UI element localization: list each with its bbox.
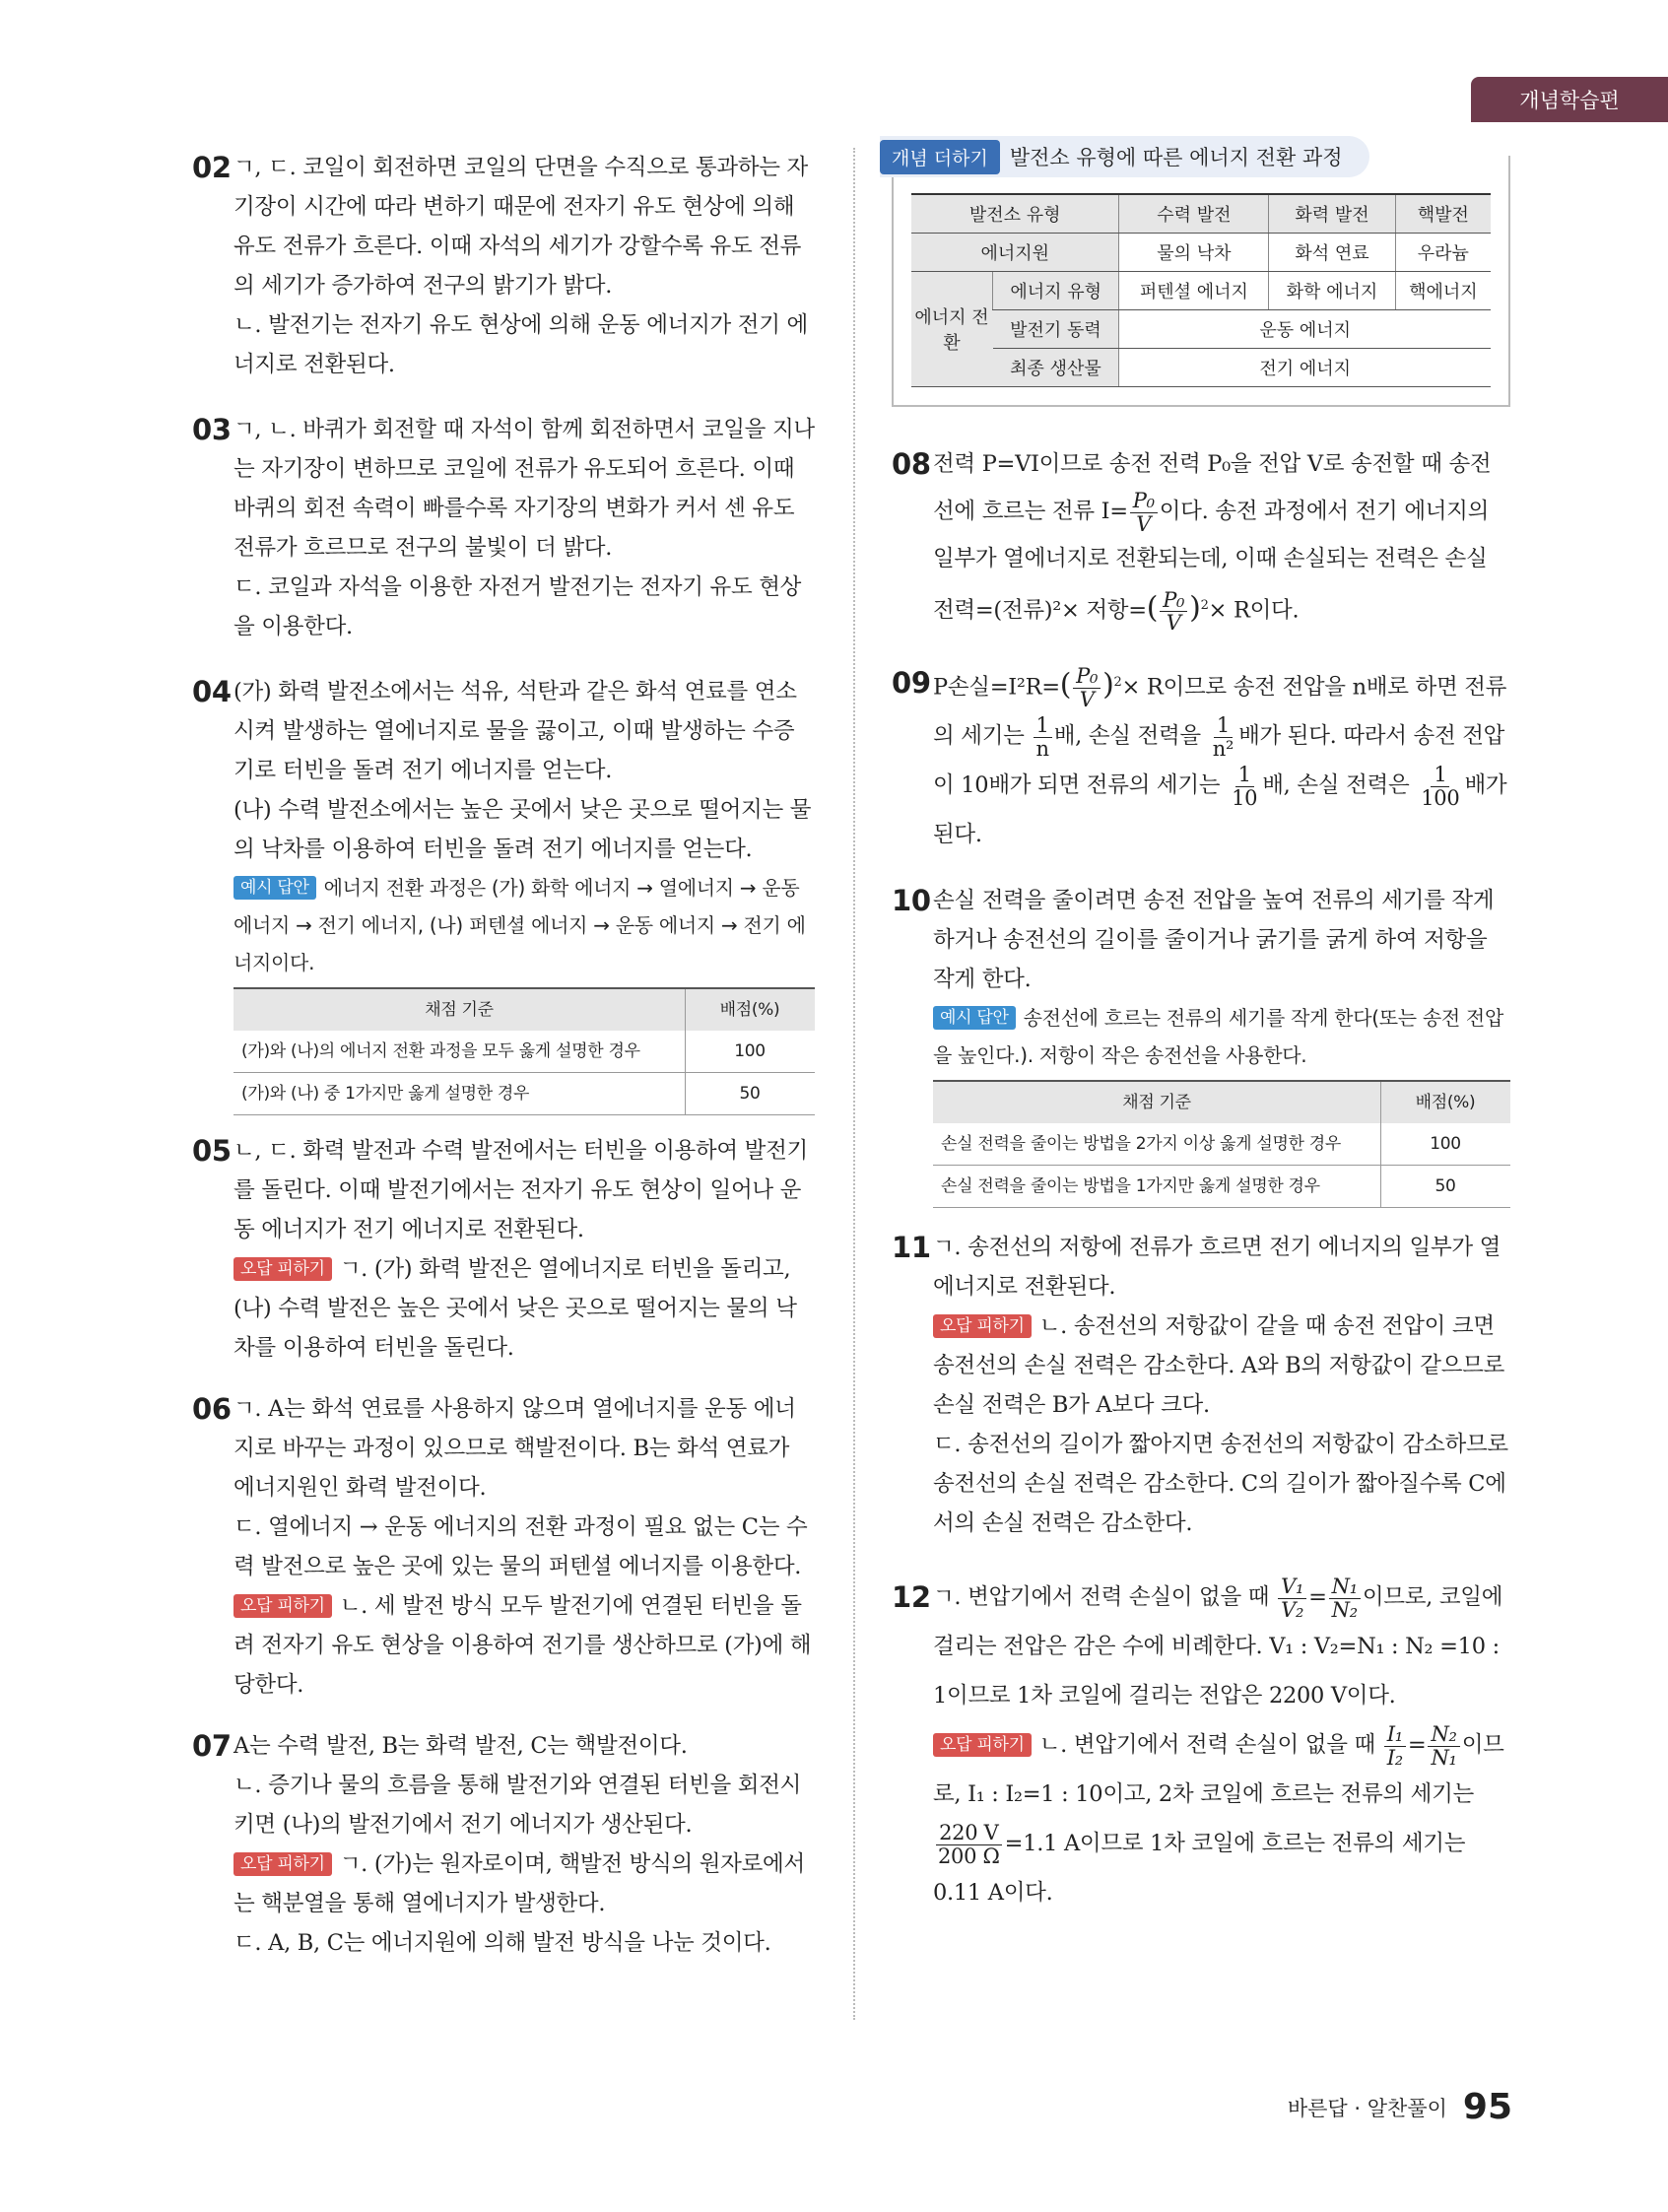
question-number: 07 bbox=[192, 1729, 232, 1763]
scoring-table bbox=[234, 987, 815, 1115]
right-column bbox=[892, 148, 1510, 1917]
text: P손실=I²R= bbox=[933, 674, 1060, 700]
answer-text: 손실 전력을 줄이려면 송전 전압을 높여 전류의 세기를 작게 하거나 송전선의 길이를 줄이거나 굵기를 굵게 하여 저항을 작게 한다. bbox=[933, 888, 1495, 992]
question-number: 03 bbox=[192, 413, 232, 446]
question-number: 09 bbox=[892, 665, 931, 700]
cell: 수력 발전 bbox=[1119, 194, 1269, 234]
cell: 퍼텐셜 에너지 bbox=[1119, 272, 1269, 310]
numerator: V₁ bbox=[1278, 1575, 1306, 1598]
denominator: I₂ bbox=[1386, 1745, 1403, 1770]
power-plant-table bbox=[911, 193, 1491, 387]
footer-label: 바른답 · 알찬풀이 bbox=[1287, 2096, 1447, 2120]
denominator: 200 Ω bbox=[938, 1843, 1000, 1868]
points: 100 bbox=[686, 1031, 816, 1073]
text: 이므로, I₁ : I₂=1 : 10이고, 2차 코일에 흐르는 전류의 세기는 bbox=[933, 1732, 1504, 1807]
wrong-answer-tag: 오답 피하기 bbox=[234, 1257, 332, 1281]
answer-text: (나) 수력 발전소에서는 높은 곳에서 낮은 곳으로 떨어지는 물의 낙차를 이용하여 터빈을 돌려 전기 에너지를 얻는다. bbox=[234, 797, 812, 862]
numerator: N₁ bbox=[1329, 1575, 1361, 1598]
cell: 발전소 유형 bbox=[911, 194, 1119, 234]
left-column bbox=[192, 148, 815, 1963]
criterion: (가)와 (나) 중 1가지만 옳게 설명한 경우 bbox=[234, 1073, 686, 1115]
answer-text bbox=[234, 1586, 815, 1705]
points: 100 bbox=[1381, 1123, 1511, 1166]
text: =1.1 A이므로 1차 코일에 흐르는 전류의 세기는 0.11 A이다. bbox=[933, 1831, 1466, 1906]
cell: 에너지원 bbox=[911, 234, 1119, 272]
wrong-answer-tag: 오답 피하기 bbox=[234, 1852, 332, 1876]
answer-text: ㄷ. 송전선의 길이가 짧아지면 송전선의 저항값이 감소하므로 송전선의 손실 전력은 감소한다. C의 길이가 짧아질수록 C에서의 손실 전력은 감소한다. bbox=[933, 1432, 1508, 1536]
cell: 에너지 전환 bbox=[911, 272, 993, 387]
page-number: 95 bbox=[1462, 2087, 1512, 2127]
denominator: V bbox=[1166, 611, 1181, 635]
question-number: 02 bbox=[192, 151, 232, 184]
text: 배가 된다. 따라서 송전 전압이 10배가 되면 전류의 세기는 bbox=[933, 723, 1505, 798]
cell: 핵발전 bbox=[1395, 194, 1491, 234]
answer-02 bbox=[192, 148, 815, 384]
text: 배, 손실 전력은 bbox=[1262, 772, 1410, 798]
answer-text: A는 수력 발전, B는 화력 발전, C는 핵발전이다. bbox=[234, 1733, 688, 1759]
denominator: n² bbox=[1212, 736, 1234, 761]
denominator: 100 bbox=[1421, 785, 1460, 810]
answer-text: ㄱ. 변압기에서 전력 손실이 없을 때 $\frac{\text{V₁}}{\text{V₂}}$ = $\frac{\text{N₁}}{\text{N₂}}$ 이므로, 코일에 걸리는 전압은 감은 수에 비례한다. V₁ : V₂=N₁ : N₂ =10 : 1이므로 1차 코일에 걸리는 전압은 2200 V이다. bbox=[933, 1575, 1503, 1709]
numerator: P₀ bbox=[1160, 589, 1187, 612]
scoring-header: 채점 기준 bbox=[234, 988, 686, 1031]
answer-text: ㄷ. 코일과 자석을 이용한 자전거 발전기는 전자기 유도 현상을 이용한다. bbox=[234, 574, 802, 639]
numerator: 1 bbox=[1235, 764, 1254, 786]
text: 전력 P=VI이므로 송전 전력 P₀을 전압 V로 송전할 때 송전선에 흐르는 전류 I= bbox=[933, 451, 1492, 524]
denominator: N₂ bbox=[1331, 1597, 1358, 1622]
answer-08 bbox=[892, 440, 1510, 635]
fraction bbox=[1329, 1575, 1361, 1620]
criterion: 손실 전력을 줄이는 방법을 2가지 이상 옳게 설명한 경우 bbox=[933, 1123, 1381, 1166]
cell: 에너지 유형 bbox=[993, 272, 1119, 310]
cell: 물의 낙차 bbox=[1119, 234, 1269, 272]
criterion: 손실 전력을 줄이는 방법을 1가지만 옳게 설명한 경우 bbox=[933, 1166, 1381, 1208]
cell: 우라늄 bbox=[1395, 234, 1491, 272]
text: 배, 손실 전력을 bbox=[1053, 723, 1201, 749]
fraction bbox=[1160, 589, 1187, 634]
text: 이므로, 코일에 걸리는 전압은 감은 수에 비례한다. V₁ : V₂=N₁ : N₂ =10 : 1이므로 1차 코일에 걸리는 전압은 2200 V이다. bbox=[933, 1584, 1503, 1709]
answer-11 bbox=[892, 1228, 1510, 1543]
answer-text bbox=[933, 1307, 1510, 1425]
answer-text: ㄴ, ㄷ. 화력 발전과 수력 발전에서는 터빈을 이용하여 발전기를 돌린다. 이때 발전기에서는 전자기 유도 현상이 일어나 운동 에너지가 전기 에너지로 전환된다. bbox=[234, 1138, 808, 1242]
explanation-text: ㄴ. 세 발전 방식 모두 발전기에 연결된 터빈을 돌려 전자기 유도 현상을 이용하여 전기를 생산하므로 (가)에 해당한다. bbox=[234, 1593, 812, 1698]
numerator: N₂ bbox=[1428, 1723, 1459, 1746]
cell: 발전기 동력 bbox=[993, 310, 1119, 349]
answer-text bbox=[234, 1844, 815, 1923]
numerator: 220 V bbox=[936, 1822, 1001, 1844]
fraction bbox=[1418, 764, 1462, 808]
answer-text: ㄱ. 송전선의 저항에 전류가 흐르면 전기 에너지의 일부가 열에너지로 전환된다. bbox=[933, 1235, 1501, 1300]
text: × R이다. bbox=[1208, 597, 1300, 624]
numerator: P₀ bbox=[1073, 665, 1101, 688]
denominator: V bbox=[1136, 511, 1152, 536]
cell: 핵에너지 bbox=[1395, 272, 1491, 310]
model-answer bbox=[933, 999, 1510, 1074]
denominator: N₁ bbox=[1431, 1745, 1457, 1770]
answer-text: ㄱ, ㄴ. 바퀴가 회전할 때 자석이 함께 회전하면서 코일을 지나는 자기장이 변하므로 코일에 전류가 유도되어 흐른다. 이때 바퀴의 회전 속력이 빠를수록 자기장의 변화가 커서 센 유도 전류가 흐르므로 전구의 불빛이 더 밝다. bbox=[234, 417, 815, 561]
numerator: 1 bbox=[1214, 714, 1233, 737]
answer-05 bbox=[192, 1131, 815, 1368]
explanation-text: ㄱ. (가) 화력 발전은 열에너지로 터빈을 돌리고, (나) 수력 발전은 높은 곳에서 낮은 곳으로 떨어지는 물의 낙차를 이용하여 터빈을 돌린다. bbox=[234, 1256, 797, 1361]
fraction bbox=[1428, 1723, 1459, 1768]
answer-10 bbox=[892, 881, 1510, 1208]
concept-header bbox=[880, 136, 1369, 177]
model-answer-tag: 예시 답안 bbox=[234, 876, 316, 900]
denominator: n bbox=[1035, 736, 1049, 761]
points: 50 bbox=[686, 1073, 816, 1115]
scoring-table bbox=[933, 1080, 1510, 1208]
concept-title: 발전소 유형에 따른 에너지 전환 과정 bbox=[1009, 146, 1343, 169]
cell: 화력 발전 bbox=[1269, 194, 1395, 234]
question-number: 05 bbox=[192, 1134, 232, 1168]
fraction bbox=[1278, 1575, 1306, 1620]
fraction bbox=[1130, 490, 1158, 534]
text: ㄴ. 변압기에서 전력 손실이 없을 때 bbox=[1038, 1732, 1375, 1758]
answer-text: ㄴ. 증기나 물의 흐름을 통해 발전기와 연결된 터빈을 회전시키면 (나)의 발전기에서 전기 에너지가 생산된다. bbox=[234, 1773, 802, 1838]
answer-text bbox=[234, 1249, 815, 1368]
cell: 화학 에너지 bbox=[1269, 272, 1395, 310]
wrong-answer-tag: 오답 피하기 bbox=[933, 1314, 1032, 1338]
model-answer-text: 송전선에 흐르는 전류의 세기를 작게 한다(또는 송전 전압을 높인다.). 저항이 작은 송전선을 사용한다. bbox=[933, 1006, 1503, 1067]
wrong-answer-tag: 오답 피하기 bbox=[933, 1733, 1032, 1757]
denominator: 10 bbox=[1232, 785, 1258, 810]
answer-text: ㄷ. A, B, C는 에너지원에 의해 발전 방식을 나눈 것이다. bbox=[234, 1930, 771, 1956]
answer-text: ㄱ, ㄷ. 코일이 회전하면 코일의 단면을 수직으로 통과하는 자기장이 시간에 따라 변하기 때문에 전자기 유도 현상에 의해 유도 전류가 흐른다. 이때 자석의 세기가 강할수록 유도 전류의 세기가 증가하여 전구의 밝기가 밝다. bbox=[234, 155, 808, 299]
answer-text: 전력 P=VI이므로 송전 전력 P₀을 전압 V로 송전할 때 송전선에 흐르는 전류 I= $\frac{\text{P₀}}{V}$ 이다. 송전 과정에서 전기 에너지의 일부가 열에너지로 전환되는데, 이때 손실되는 전력은 손실 전력=(전류)²× 저항=( $\frac{\text{P₀}}{V}$ )$^2$× R이다. bbox=[933, 451, 1492, 635]
question-number: 11 bbox=[892, 1231, 931, 1264]
question-number: 08 bbox=[892, 447, 931, 481]
answer-text: 오답 피하기 ㄴ. 변압기에서 전력 손실이 없을 때 $\frac{\text{I₁}}{\text{I₂}}$ = $\frac{\text{N₂}}{\text{N₁}}$ 이므로, I₁ : I₂=1 : 10이고, 2차 코일에 흐르는 전류의 세기는 $\frac{220 V}{200 \Omega}$ =1.1 A이므로 1차 코일에 흐르는 전류의 세기는 0.11 A이다. bbox=[933, 1722, 1504, 1906]
points: 50 bbox=[1381, 1166, 1511, 1208]
question-number: 10 bbox=[892, 884, 931, 917]
section-tab: 개념학습편 bbox=[1471, 77, 1668, 122]
points-header: 배점(%) bbox=[1381, 1081, 1511, 1123]
question-number: 12 bbox=[892, 1580, 931, 1614]
cell: 화석 연료 bbox=[1269, 234, 1395, 272]
fraction bbox=[1073, 665, 1101, 709]
model-answer-text: 에너지 전환 과정은 (가) 화학 에너지 → 열에너지 → 운동 에너지 → 전기 에너지, (나) 퍼텐셜 에너지 → 운동 에너지 → 전기 에너지이다. bbox=[234, 876, 806, 974]
numerator: 1 bbox=[1431, 764, 1449, 786]
text: × R이므로 송전 전압을 n배로 하면 전류의 세기는 bbox=[933, 674, 1507, 749]
model-answer bbox=[234, 869, 815, 981]
answer-07 bbox=[192, 1726, 815, 1963]
fraction bbox=[1210, 714, 1236, 759]
cell: 운동 에너지 bbox=[1119, 310, 1491, 349]
explanation-text: ㄱ. (가)는 원자로이며, 핵발전 방식의 원자로에서는 핵분열을 통해 열에너지가 발생한다. bbox=[234, 1851, 805, 1916]
text: 배가 된다. bbox=[933, 772, 1507, 847]
points-header: 배점(%) bbox=[686, 988, 816, 1031]
question-number: 04 bbox=[192, 675, 232, 708]
cell: 최종 생산물 bbox=[993, 349, 1119, 387]
fraction bbox=[1033, 714, 1051, 759]
answer-06 bbox=[192, 1389, 815, 1705]
text: 이다. 송전 과정에서 전기 에너지의 일부가 열에너지로 전환되는데, 이때 손실되는 전력은 손실 전력=(전류)²× 저항= bbox=[933, 499, 1490, 624]
answer-03 bbox=[192, 410, 815, 646]
numerator: P₀ bbox=[1130, 490, 1158, 512]
answer-text: P손실=I²R=( $\frac{\text{P₀}}{V}$ )$^2$× R이므로 송전 전압을 n배로 하면 전류의 세기는 $\frac{1}{n}$ 배, 손실 전력을 $\frac{1}{\text{n²}}$ 배가 된다. 따라서 송전 전압이 10배가 되면 전류의 세기는 $\frac{1}{10}$ 배, 손실 전력은 $\frac{1}{100}$ 배가 된다. bbox=[933, 664, 1507, 847]
answer-09 bbox=[892, 658, 1510, 860]
explanation-text: ㄴ. 송전선의 저항값이 같을 때 송전 전압이 크면 송전선의 손실 전력은 감소한다. A와 B의 저항값이 같으므로 손실 전력은 B가 A보다 크다. bbox=[933, 1313, 1505, 1418]
question-number: 06 bbox=[192, 1392, 232, 1426]
wrong-answer-tag: 오답 피하기 bbox=[234, 1594, 332, 1618]
numerator: 1 bbox=[1034, 714, 1052, 737]
numerator: I₁ bbox=[1384, 1723, 1406, 1746]
denominator: V₂ bbox=[1281, 1597, 1304, 1622]
answer-text: ㄱ. A는 화석 연료를 사용하지 않으며 열에너지를 운동 에너지로 바꾸는 과정이 있으므로 핵발전이다. B는 화석 연료가 에너지원인 화력 발전이다. bbox=[234, 1396, 796, 1501]
column-divider bbox=[853, 148, 855, 2020]
answer-text: ㄴ. 발전기는 전자기 유도 현상에 의해 운동 에너지가 전기 에너지로 전환된다. bbox=[234, 312, 808, 377]
model-answer-tag: 예시 답안 bbox=[933, 1006, 1016, 1030]
answer-text: ㄷ. 열에너지 → 운동 에너지의 전환 과정이 필요 없는 C는 수력 발전으로 높은 곳에 있는 물의 퍼텐셜 에너지를 이용한다. bbox=[234, 1514, 808, 1579]
scoring-header: 채점 기준 bbox=[933, 1081, 1381, 1123]
text: ㄱ. 변압기에서 전력 손실이 없을 때 bbox=[933, 1584, 1270, 1610]
answer-text: (가) 화력 발전소에서는 석유, 석탄과 같은 화석 연료를 연소시켜 발생하는 열에너지로 물을 끓이고, 이때 발생하는 수증기로 터빈을 돌려 전기 에너지를 얻는다. bbox=[234, 679, 797, 783]
denominator: V bbox=[1079, 687, 1095, 711]
concept-box bbox=[892, 146, 1510, 407]
page-footer bbox=[1288, 2087, 1512, 2127]
fraction bbox=[1229, 764, 1260, 808]
fraction bbox=[935, 1822, 1003, 1866]
concept-badge: 개념 더하기 bbox=[880, 140, 1000, 174]
fraction bbox=[1384, 1723, 1406, 1768]
answer-04 bbox=[192, 672, 815, 1115]
cell: 전기 에너지 bbox=[1119, 349, 1491, 387]
criterion: (가)와 (나)의 에너지 전환 과정을 모두 옳게 설명한 경우 bbox=[234, 1031, 686, 1073]
answer-12 bbox=[892, 1573, 1510, 1917]
